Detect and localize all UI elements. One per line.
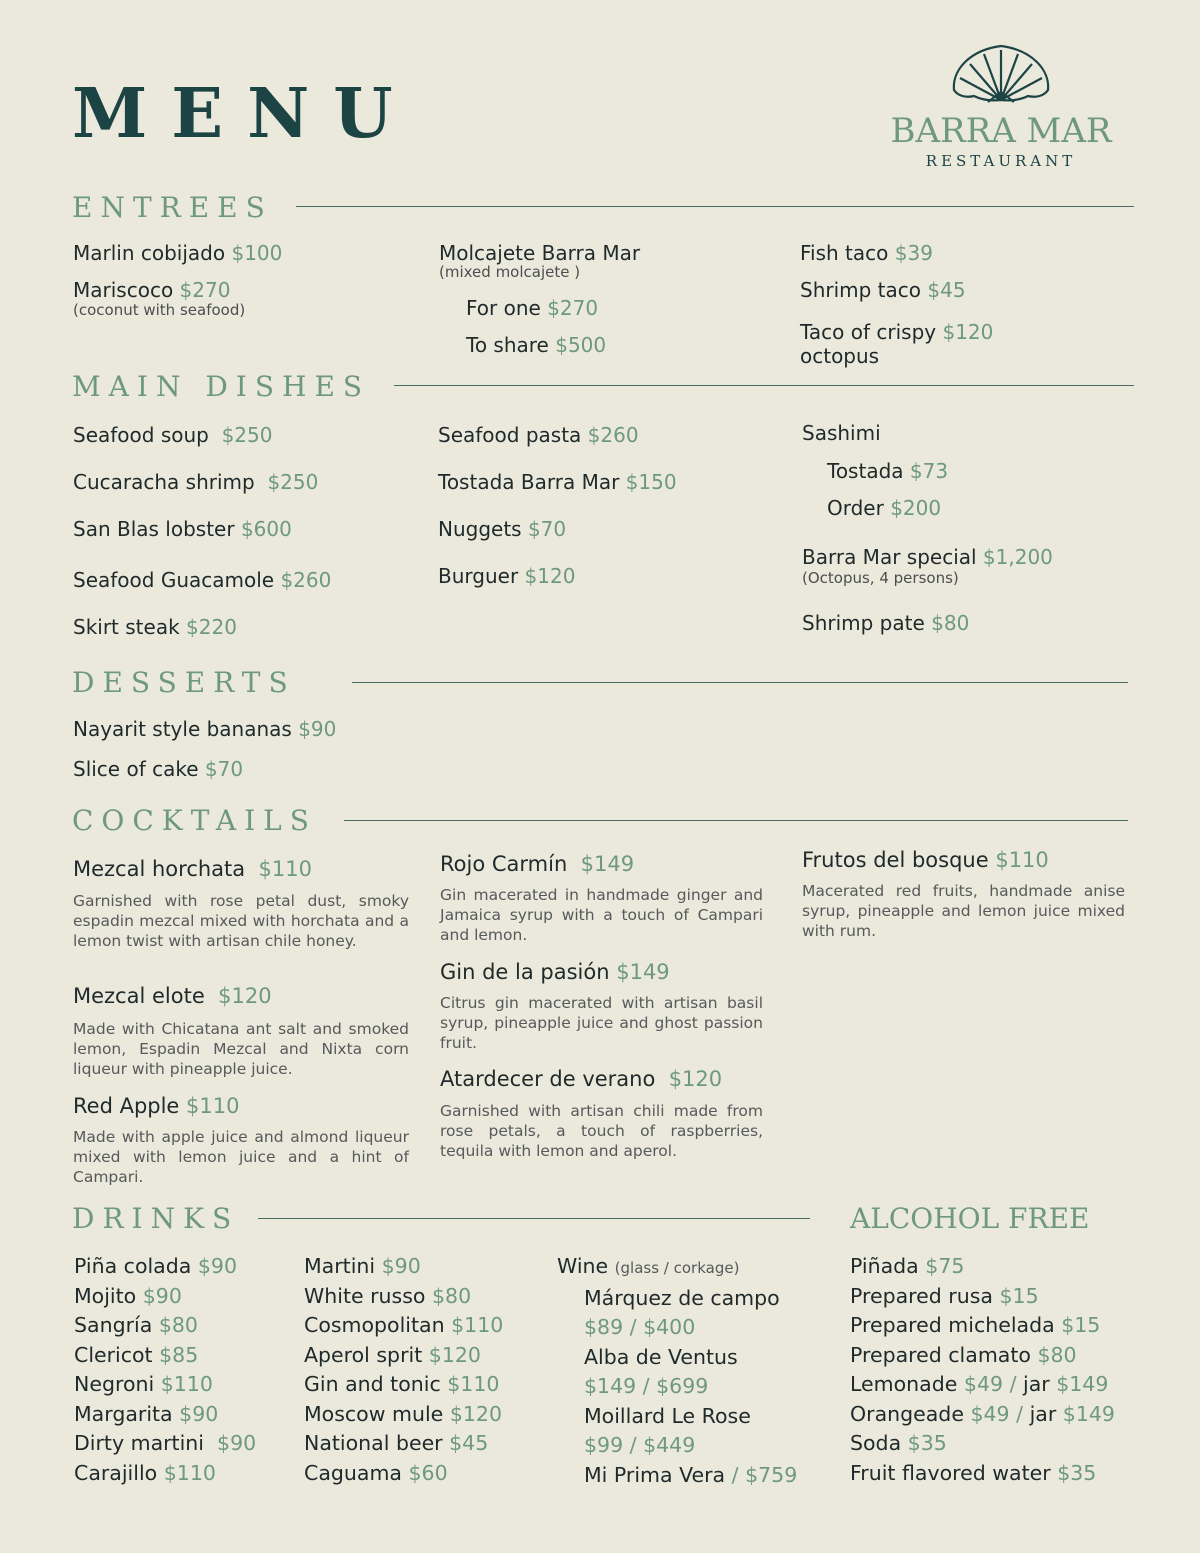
shell-icon [948, 40, 1054, 106]
cocktail-description: Citrus gin macerated with artisan basil syrup, pineapple juice and ghost passion fruit. [440, 994, 763, 1052]
section-divider [394, 385, 1134, 386]
cocktail-description: Garnished with artisan chili made from rose petals, a touch of raspberries, tequila with lemon and aperol. [440, 1102, 763, 1160]
cocktail-description: Macerated red fruits, handmade anise syrup, pineapple and lemon juice mixed with rum. [802, 882, 1125, 940]
menu-item: Taco of crispy $120 [800, 320, 994, 344]
menu-item: Burguer $120 [438, 564, 576, 588]
drink-item: White russo $80 [304, 1283, 472, 1308]
cocktail-description: Gin macerated in handmade ginger and Jamaica syrup with a touch of Campari and lemon. [440, 886, 763, 944]
drink-item: Prepared clamato $80 [850, 1342, 1077, 1367]
wine-price: $99 / $449 [584, 1433, 696, 1457]
section-heading-drinks: DRINKS [72, 1202, 240, 1235]
menu-item: Sashimi [802, 421, 881, 445]
menu-item: Shrimp taco $45 [800, 278, 966, 302]
drink-item: Clericot $85 [74, 1342, 199, 1367]
section-heading-cocktails: COCKTAILS [72, 804, 317, 837]
menu-item: Seafood pasta $260 [438, 423, 639, 447]
cocktail-name: Gin de la pasión $149 [440, 960, 670, 984]
brand-logo [866, 40, 1136, 170]
section-divider [258, 1218, 810, 1219]
cocktail-description: Garnished with rose petal dust, smoky espadin mezcal mixed with horchata and a lemon twist with artisan chile honey. [73, 892, 409, 950]
cocktail-name: Mezcal elote $120 [73, 984, 272, 1008]
drink-item: Sangría $80 [74, 1313, 198, 1337]
drink-item: Martini $90 [304, 1254, 421, 1278]
menu-item: Tostada Barra Mar $150 [438, 470, 677, 494]
menu-item-continued: octopus [800, 344, 880, 368]
menu-title: MENU [72, 74, 417, 154]
drink-item: Prepared rusa $15 [850, 1283, 1039, 1308]
menu-item: Seafood Guacamole $260 [73, 568, 332, 592]
drink-item: Carajillo $110 [74, 1460, 216, 1485]
item-note: (mixed molcajete ) [439, 263, 581, 281]
section-divider [352, 682, 1128, 683]
wine-list [557, 1252, 797, 1490]
drink-item: Gin and tonic $110 [304, 1372, 500, 1396]
wine-price: $89 / $400 [584, 1315, 696, 1339]
menu-item: Mariscoco $270 [73, 278, 231, 302]
cocktail-description: Made with apple juice and almond liqueur mixed with lemon juice and a hint of Campari. [73, 1128, 409, 1186]
menu-item: Shrimp pate $80 [802, 611, 970, 635]
section-heading-main-dishes: MAIN DISHES [72, 370, 371, 403]
drink-item: Piña colada $90 [74, 1254, 237, 1278]
item-note: (coconut with seafood) [73, 301, 246, 319]
section-divider [344, 820, 1128, 821]
section-heading-entrees: ENTREES [72, 191, 273, 224]
drink-item: Margarita $90 [74, 1401, 219, 1426]
cocktail-name: Frutos del bosque $110 [802, 848, 1049, 872]
wine-price: $149 / $699 [584, 1374, 709, 1398]
menu-item-option: To share $500 [466, 333, 607, 357]
menu-item: Marlin cobijado $100 [73, 241, 283, 265]
menu-item: Nuggets $70 [438, 517, 567, 541]
menu-item: Nayarit style bananas $90 [73, 717, 337, 741]
drink-item: Cosmopolitan $110 [304, 1313, 504, 1337]
drink-item: Negroni $110 [74, 1372, 213, 1396]
drink-item: Mojito $90 [74, 1283, 182, 1308]
menu-item-option: For one $270 [466, 296, 599, 320]
cocktail-name: Rojo Carmín $149 [440, 852, 635, 876]
brand-subtitle: RESTAURANT [925, 152, 1077, 170]
drink-item: Caguama $60 [304, 1460, 448, 1485]
drink-item: Lemonade $49 / jar $149 [850, 1372, 1109, 1396]
wine-item: Alba de Ventus [584, 1344, 738, 1369]
drink-item: Piñada $75 [850, 1254, 965, 1278]
cocktail-name: Atardecer de verano $120 [440, 1067, 723, 1091]
drinks-column-2 [304, 1252, 503, 1488]
drink-item: National beer $45 [304, 1431, 489, 1455]
menu-item: Seafood soup $250 [73, 423, 273, 447]
drink-item: Orangeade $49 / jar $149 [850, 1401, 1115, 1426]
wine-heading: Wine (glass / corkage) [557, 1254, 740, 1278]
drink-item: Moscow mule $120 [304, 1401, 502, 1426]
alcohol-free-list [850, 1252, 1115, 1488]
cocktail-name: Red Apple $110 [73, 1094, 240, 1118]
section-divider [296, 206, 1134, 207]
menu-item: Slice of cake $70 [73, 757, 244, 781]
menu-item-option: Tostada $73 [827, 459, 949, 483]
brand-name: BARRA MAR [890, 111, 1112, 151]
wine-item: Moillard Le Rose [584, 1403, 751, 1428]
drink-item: Dirty martini $90 [74, 1431, 257, 1455]
cocktail-name: Mezcal horchata $110 [73, 857, 312, 881]
wine-item: Mi Prima Vera / $759 [584, 1462, 798, 1487]
menu-item: Cucaracha shrimp $250 [73, 470, 319, 494]
drink-item: Fruit flavored water $35 [850, 1460, 1097, 1485]
menu-item: Molcajete Barra Mar [439, 241, 641, 265]
menu-item: San Blas lobster $600 [73, 517, 292, 541]
menu-item: Skirt steak $220 [73, 615, 237, 639]
drinks-column-1 [74, 1252, 256, 1488]
menu-item: Fish taco $39 [800, 241, 933, 265]
item-note: (Octopus, 4 persons) [802, 569, 959, 587]
drink-item: Aperol sprit $120 [304, 1342, 481, 1367]
menu-item: Barra Mar special $1,200 [802, 545, 1053, 569]
wine-item: Márquez de campo [584, 1285, 780, 1310]
section-heading-desserts: DESSERTS [72, 666, 296, 699]
drink-item: Prepared michelada $15 [850, 1313, 1101, 1337]
drink-item: Soda $35 [850, 1431, 947, 1455]
section-heading-alcohol-free: ALCOHOL FREE [850, 1202, 1090, 1235]
cocktail-description: Made with Chicatana ant salt and smoked lemon, Espadin Mezcal and Nixta corn liqueur with pineapple juice. [73, 1020, 409, 1078]
menu-item-option: Order $200 [827, 496, 942, 520]
